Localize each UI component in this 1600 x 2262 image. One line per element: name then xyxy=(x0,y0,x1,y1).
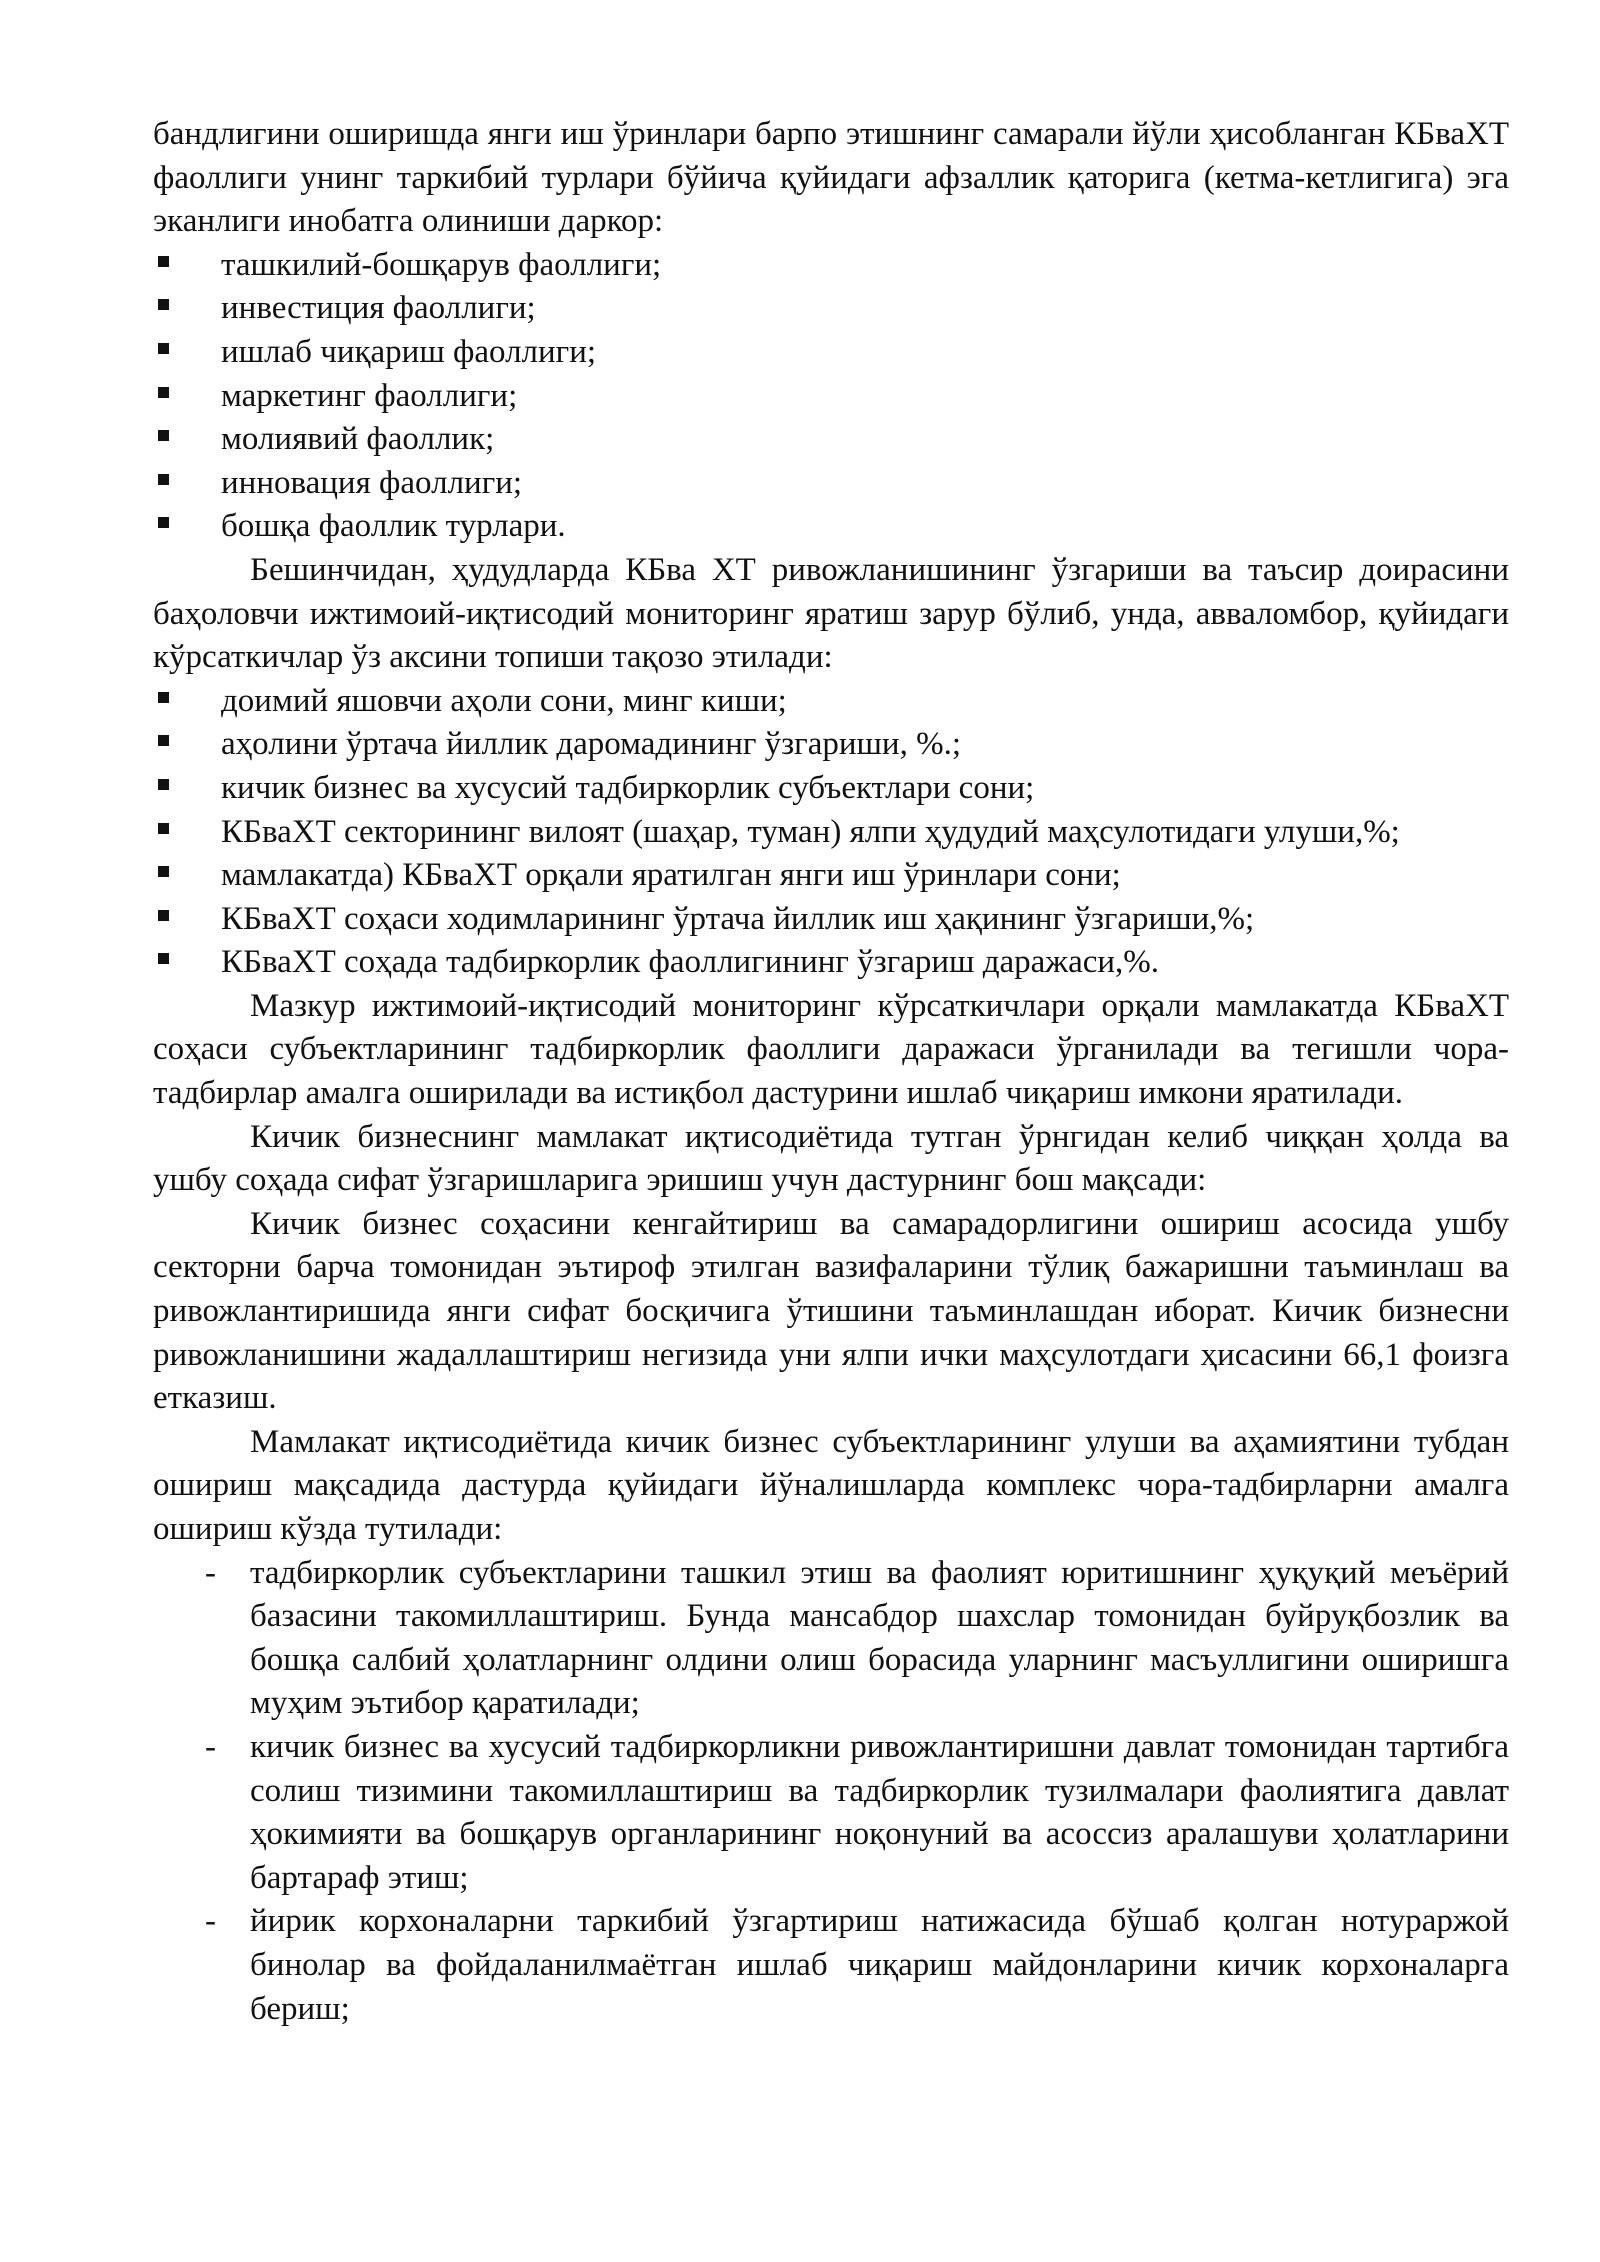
square-bullet-icon xyxy=(158,387,169,398)
measures-list xyxy=(153,1552,1509,2032)
list-item-text: кичик бизнес ва хусусий тадбиркорлик субъектлари сони; xyxy=(221,769,1035,806)
list-item-text: молиявий фаоллик; xyxy=(221,421,495,458)
list-item xyxy=(153,898,1509,942)
square-bullet-icon xyxy=(158,735,169,746)
paragraph-goal-detail: Кичик бизнес соҳасини кенгайтириш ва самарадорлигини ошириш асосида ушбу секторни барча томонидан эътироф этилган вазифаларини тўлиқ бажаришни таъминлаш ва ривожлантиришида янги сифат босқичига ўтишини таъминлашдан иборат. Кичик бизнесни ривожланишини жадаллаштириш негизида уни ялпи ички маҳсулотдаги ҳисасини 66,1 фоизга етказиш. xyxy=(153,1205,1509,1417)
square-bullet-icon xyxy=(158,953,169,964)
dash-bullet: - xyxy=(205,1903,216,1940)
square-bullet-icon xyxy=(158,910,169,921)
list-item-text: мамлакатда) КБваХТ орқали яратилган янги иш ўринлари сони; xyxy=(221,857,1121,894)
list-item-text: КБваХТ соҳада тадбиркорлик фаоллигининг ўзгариш даражаси,%. xyxy=(221,944,1160,981)
list-item xyxy=(153,680,1509,724)
list-item-text: ишлаб чиқариш фаоллиги; xyxy=(221,333,597,370)
square-bullet-icon xyxy=(158,430,169,441)
list-item-text: маркетинг фаоллиги; xyxy=(221,377,518,414)
list-item xyxy=(153,767,1509,811)
list-item-text: инвестиция фаоллиги; xyxy=(221,290,536,327)
list-item xyxy=(153,331,1509,375)
square-bullet-icon xyxy=(158,256,169,267)
dash-bullet: - xyxy=(205,1554,216,1591)
list-item xyxy=(153,418,1509,462)
list-item xyxy=(153,941,1509,985)
square-bullet-icon xyxy=(158,299,169,310)
list-item xyxy=(153,375,1509,419)
square-bullet-icon xyxy=(158,823,169,834)
indicator-list xyxy=(153,680,1509,985)
list-item-text: инновация фаоллиги; xyxy=(221,464,523,501)
list-item-text: бошқа фаоллик турлари. xyxy=(221,508,566,545)
list-item xyxy=(153,1552,1509,1726)
paragraph-intro: бандлигини оширишда янги иш ўринлари барпо этишнинг самарали йўли ҳисобланган КБваХТ фаоллиги унинг таркибий турлари бўйича қуйидаги афзаллик қаторига (кетма-кетлигига) эга эканлиги инобатга олиниши даркор: xyxy=(153,116,1509,240)
list-item xyxy=(153,1726,1509,1900)
paragraph-monitoring: Бешинчидан, ҳудудларда КБва ХТ ривожланишининг ўзгариши ва таъсир доирасини баҳоловчи ижтимоий-иқтисодий мониторинг яратиш зарур бўлиб, унда, авваломбор, қуйидаги кўрсаткичлар ўз аксини топиши тақозо этилади: xyxy=(153,551,1509,676)
dash-bullet: - xyxy=(205,1728,216,1765)
list-item-text: ташкилий-бошқарув фаоллиги; xyxy=(221,246,662,283)
list-item-text: тадбиркорлик субъектларини ташкил этиш ва фаолият юритишнинг ҳуқуқий меъёрий базасини такомиллаштириш. Бунда мансабдор шахслар томонидан буйруқбозлик ва бошқа салбий ҳолатларнинг олдини олиш борасида уларнинг масъуллигини оширишга муҳим эътибор қаратилади; xyxy=(250,1554,1509,1722)
list-item xyxy=(153,854,1509,898)
square-bullet-icon xyxy=(158,517,169,528)
list-item xyxy=(153,505,1509,549)
paragraph-measures-intro: Мамлакат иқтисодиётида кичик бизнес субъектларининг улуши ва аҳамиятини тубдан ошириш мақсадида дастурда қуйидаги йўналишларда комплекс чора-тадбирларни амалга ошириш кўзда тутилади: xyxy=(153,1423,1509,1547)
list-item xyxy=(153,1900,1509,2031)
list-item xyxy=(153,244,1509,288)
list-item-text: аҳолини ўртача йиллик даромадининг ўзгариши, %.; xyxy=(221,726,962,763)
document-page xyxy=(153,113,1509,2031)
list-item-text: йирик корхоналарни таркибий ўзгартириш натижасида бўшаб қолган нотураржой бинолар ва фойдаланилмаётган ишлаб чиқариш майдонларини кичик корхоналарга бериш; xyxy=(250,1903,1509,2027)
list-item xyxy=(153,287,1509,331)
list-item xyxy=(153,811,1509,855)
list-item-text: кичик бизнес ва хусусий тадбиркорликни ривожлантиришни давлат томонидан тартибга солиш тизимини такомиллаштириш ва тадбиркорлик тузилмалари фаолиятига давлат ҳокимияти ва бошқарув органларининг ноқонуний ва асоссиз аралашуви ҳолатларини бартараф этиш; xyxy=(250,1728,1509,1896)
list-item-text: КБваХТ секторининг вилоят (шаҳар, туман) ялпи ҳудудий маҳсулотидаги улуши,%; xyxy=(221,813,1400,850)
square-bullet-icon xyxy=(158,779,169,790)
square-bullet-icon xyxy=(158,343,169,354)
paragraph-program-goal: Кичик бизнеснинг мамлакат иқтисодиётида тутган ўрнгидан келиб чиққан ҳолда ва ушбу соҳада сифат ўзгаришларига эришиш учун дастурнинг бош мақсади: xyxy=(153,1118,1509,1199)
list-item xyxy=(153,723,1509,767)
list-item xyxy=(153,462,1509,506)
paragraph-monitoring-result: Мазкур ижтимоий-иқтисодий мониторинг кўрсаткичлари орқали мамлакатда КБваХТ соҳаси субъектларининг тадбиркорлик фаоллиги даражаси ўрганилади ва тегишли чора-тадбирлар амалга оширилади ва истиқбол дастурини ишлаб чиқариш имкони яратилади. xyxy=(153,987,1509,1112)
activity-type-list xyxy=(153,244,1509,549)
list-item-text: КБваХТ соҳаси ходимларининг ўртача йиллик иш ҳақининг ўзгариши,%; xyxy=(221,900,1255,937)
square-bullet-icon xyxy=(158,692,169,703)
square-bullet-icon xyxy=(158,866,169,877)
square-bullet-icon xyxy=(158,474,169,485)
list-item-text: доимий яшовчи аҳоли сони, минг киши; xyxy=(221,682,787,719)
